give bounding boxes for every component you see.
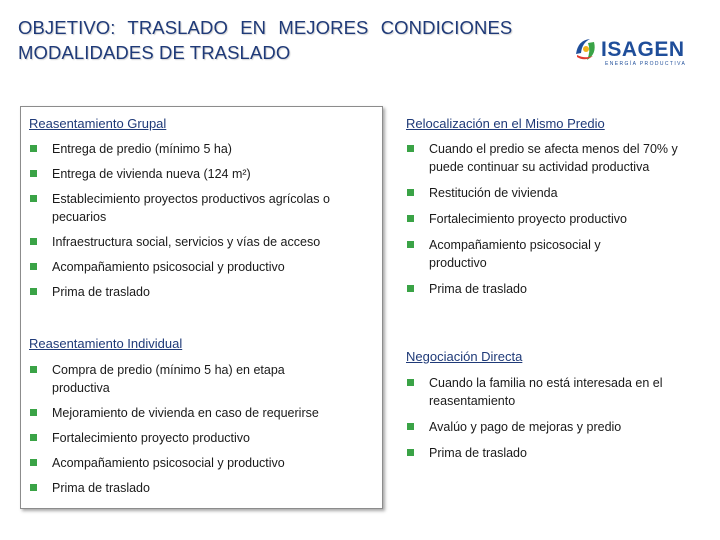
list-item: Infraestructura social, servicios y vías de acceso bbox=[29, 233, 377, 251]
list-item: Acompañamiento psicosocial y productivo bbox=[406, 236, 696, 272]
isagen-logo bbox=[572, 34, 694, 68]
list-item: Prima de traslado bbox=[406, 280, 696, 298]
list-item: Restitución de vivienda bbox=[406, 184, 696, 202]
heading-reasentamiento-grupal: Reasentamiento Grupal bbox=[29, 116, 167, 131]
isagen-emblem-icon bbox=[573, 37, 597, 61]
list-item: Cuando el predio se afecta menos del 70% y puede continuar su actividad productiva bbox=[406, 140, 696, 176]
list-reasentamiento-grupal bbox=[29, 140, 377, 308]
svg-text:ENERGÍA PRODUCTIVA: ENERGÍA PRODUCTIVA bbox=[605, 61, 687, 67]
title-line-1: OBJETIVO: TRASLADO EN MEJORES CONDICIONES bbox=[18, 17, 513, 38]
list-item: Avalúo y pago de mejoras y predio bbox=[406, 418, 696, 436]
heading-reasentamiento-individual: Reasentamiento Individual bbox=[29, 336, 183, 351]
list-item: Acompañamiento psicosocial y productivo bbox=[29, 454, 377, 472]
list-reasentamiento-individual bbox=[29, 361, 377, 504]
slide-title bbox=[18, 15, 578, 65]
list-item: Prima de traslado bbox=[406, 444, 696, 462]
list-negociacion-directa bbox=[406, 374, 696, 470]
list-item: Compra de predio (mínimo 5 ha) en etapa productiva bbox=[29, 361, 377, 397]
title-line-2: MODALIDADES DE TRASLADO bbox=[18, 42, 291, 63]
list-item: Prima de traslado bbox=[29, 283, 377, 301]
list-item: Fortalecimiento proyecto productivo bbox=[29, 429, 377, 447]
heading-relocalizacion: Relocalización en el Mismo Predio bbox=[406, 116, 605, 131]
list-item: Cuando la familia no está interesada en el reasentamiento bbox=[406, 374, 696, 410]
list-relocalizacion bbox=[406, 140, 696, 306]
list-item: Acompañamiento psicosocial y productivo bbox=[29, 258, 377, 276]
list-item: Prima de traslado bbox=[29, 479, 377, 497]
list-item: Establecimiento proyectos productivos agrícolas o pecuarios bbox=[29, 190, 377, 226]
list-item: Entrega de vivienda nueva (124 m²) bbox=[29, 165, 377, 183]
list-item: Entrega de predio (mínimo 5 ha) bbox=[29, 140, 377, 158]
heading-negociacion-directa: Negociación Directa bbox=[406, 349, 523, 364]
list-item: Mejoramiento de vivienda en caso de requerirse bbox=[29, 404, 377, 422]
svg-text:ISAGEN: ISAGEN bbox=[601, 38, 685, 61]
list-item: Fortalecimiento proyecto productivo bbox=[406, 210, 696, 228]
